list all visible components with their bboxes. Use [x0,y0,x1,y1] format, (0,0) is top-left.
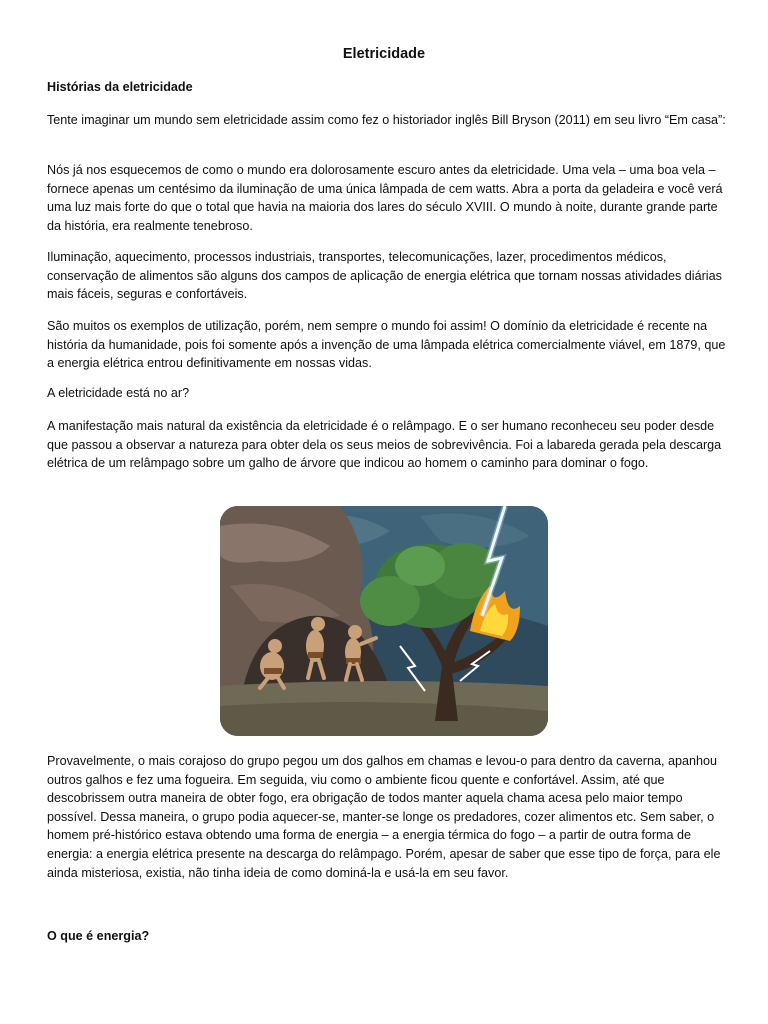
paragraph-fire: Provavelmente, o mais corajoso do grupo pegou um dos galhos em chamas e levou-o para dentro da caverna, apanhou outros galhos e fez uma fogueira. Em seguida, viu como o ambiente ficou quente e confortável. Assim, até que descobrissem outra maneira de obter fogo, era obrigação de todos manter aquela chama acesa pelo maior tempo possível. Dessa maneira, o grupo podia aquecer-se, manter-se longe os predadores, cozer alimentos etc. Sem saber, o homem pré-histórico estava obtendo uma forma de energia – a energia térmica do fogo – a partir de outra forma de energia: a energia elétrica presente na descarga do relâmpago. Porém, apesar de saber que esse tipo de força, para ele ainda misteriosa, existia, não tinha ideia de como dominá-la e usá-la em seu favor. [47,754,721,880]
paragraph-intro: Tente imaginar um mundo sem eletricidade assim como fez o historiador inglês Bill Bryson (2011) em seu livro “Em casa”: [47,113,726,127]
lightning-tree-illustration [220,506,548,736]
paragraph-quote: Nós já nos esquecemos de como o mundo era dolorosamente escuro antes da eletricidade. Uma vela – uma boa vela – fornece apenas um centésimo da iluminação de uma única lâmpada de cem watts. Abra a porta da geladeira e você verá uma luz mais forte do que o total que havia na maioria dos lares do século XVIII. O mundo à noite, durante grande parte da história, era realmente tenebroso. [47,163,723,233]
paragraph-history: São muitos os exemplos de utilização, porém, nem sempre o mundo foi assim! O domínio da eletricidade é recente na história da humanidade, pois foi somente após a invenção de uma lâmpada elétrica comercialmente viável, em 1879, que a energia elétrica entrou definitivamente em nossas vidas. [47,319,726,371]
section-heading-ar: A eletricidade está no ar? [47,386,190,400]
paragraph-lightning: A manifestação mais natural da existência da eletricidade é o relâmpago. E o ser humano reconheceu seu poder desde que passou a observar a natureza para obter dela os seus meios de sobrevivência. Foi a labareda gerada pela descarga elétrica de um relâmpago sobre um galho de árvore que indicou ao homem o caminho para dominar o fogo. [47,419,722,471]
page-title: Eletricidade [342,46,426,62]
section-heading-energia: O que é energia? [47,929,150,943]
section-heading-historias: Histórias da eletricidade [47,80,193,94]
paragraph-applications: Iluminação, aquecimento, processos industriais, transportes, telecomunicações, lazer, procedimentos médicos, conservação de alimentos são alguns dos campos de aplicação de energia elétrica que tornam nossas atividades diárias mais fáceis, seguras e confortáveis. [47,250,722,302]
